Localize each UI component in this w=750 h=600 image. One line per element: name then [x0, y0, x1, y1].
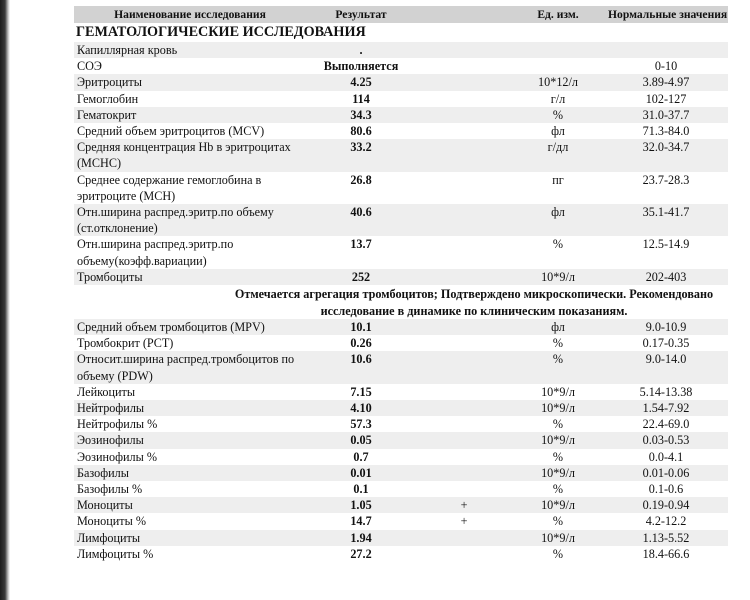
result-value: 34.3 — [306, 107, 416, 123]
reference-range: 35.1-41.7 — [604, 204, 728, 236]
unit-value: % — [552, 449, 564, 464]
result-flag — [416, 74, 512, 90]
result-value: . — [306, 42, 416, 58]
table-row — [74, 269, 728, 285]
result-flag — [416, 58, 512, 74]
reference-range: 23.7-28.3 — [642, 172, 690, 187]
reference-range: 0.03-0.53 — [604, 432, 728, 448]
result-flag — [416, 42, 512, 58]
result-flag — [416, 400, 512, 416]
result-value: 114 — [352, 91, 370, 106]
reference-range: 0-10 — [654, 59, 678, 74]
lab-results-sheet — [74, 6, 728, 562]
reference-range: 32.0-34.7 — [604, 139, 728, 171]
header-result: Результат — [306, 6, 416, 23]
table-row — [74, 465, 728, 481]
test-name: Моноциты — [74, 497, 306, 513]
table-row — [74, 319, 728, 335]
results-table — [74, 6, 728, 562]
result-flag — [416, 546, 512, 562]
result-flag — [416, 449, 512, 465]
section-title: ГЕМАТОЛОГИЧЕСКИЕ ИССЛЕДОВАНИЯ — [74, 23, 728, 42]
test-name: Отн.ширина распред.эритр.по объему (ст.отклонение) — [74, 204, 306, 236]
test-name: Нейтрофилы % — [77, 417, 158, 432]
result-value: 0.26 — [350, 336, 372, 351]
result-value: 14.7 — [350, 514, 372, 529]
reference-range: 9.0-14.0 — [604, 351, 728, 383]
table-row — [74, 123, 728, 139]
result-flag: + — [460, 514, 468, 529]
result-flag — [416, 139, 512, 171]
reference-range: 0.0-4.1 — [648, 449, 684, 464]
header-norm: Нормальные значения — [604, 6, 728, 23]
table-row — [74, 449, 728, 465]
unit-value: 10*12/л — [512, 74, 604, 90]
reference-range: 0.17-0.35 — [642, 336, 690, 351]
result-flag — [416, 465, 512, 481]
header-flag — [416, 6, 512, 23]
table-row — [74, 351, 728, 383]
table-row — [74, 139, 728, 171]
reference-range: 5.14-13.38 — [639, 384, 693, 399]
table-row — [74, 204, 728, 236]
table-row — [74, 42, 728, 58]
table-row — [74, 513, 728, 529]
test-name: Среднее содержание гемоглобина в эритроците (MCH) — [77, 172, 262, 203]
reference-range: 1.13-5.52 — [604, 530, 728, 546]
result-flag — [416, 319, 512, 335]
unit-value: % — [552, 514, 564, 529]
unit-value: % — [552, 237, 564, 252]
table-row — [74, 546, 728, 562]
result-value: Выполняется — [323, 59, 399, 74]
unit-value: 10*9/л — [512, 530, 604, 546]
unit-value: % — [512, 351, 604, 383]
result-flag — [416, 123, 512, 139]
test-name: Лимфоциты % — [77, 546, 154, 561]
result-flag — [416, 335, 512, 351]
unit-value: г/дл — [512, 139, 604, 171]
result-value: 26.8 — [350, 172, 372, 187]
test-name: СОЭ — [77, 59, 102, 74]
reference-range: 1.54-7.92 — [604, 400, 728, 416]
test-name: Моноциты % — [77, 514, 147, 529]
unit-value: фл — [551, 124, 565, 139]
test-name: Гемоглобин — [77, 91, 139, 106]
reference-range: 3.89-4.97 — [604, 74, 728, 90]
table-row — [74, 416, 728, 432]
table-row — [74, 400, 728, 416]
test-name: Средний объем эритроцитов (MCV) — [77, 124, 265, 139]
unit-value: % — [552, 546, 564, 561]
header-name: Наименование исследования — [74, 6, 306, 23]
test-name: Эозинофилы — [74, 432, 306, 448]
reference-range: 0.1-0.6 — [648, 482, 684, 497]
test-name: Средняя концентрация Hb в эритроцитах (MCHC) — [74, 139, 306, 171]
unit-value: 10*9/л — [541, 384, 575, 399]
unit-value: г/л — [550, 91, 566, 106]
result-value: 0.7 — [353, 449, 369, 464]
table-row — [74, 497, 728, 513]
table-row — [74, 91, 728, 107]
page-edge-shadow — [0, 0, 10, 600]
result-value: 10.6 — [306, 351, 416, 383]
test-name: Базофилы — [74, 465, 306, 481]
reference-range: 4.2-12.2 — [645, 514, 687, 529]
result-flag — [416, 204, 512, 236]
result-flag — [416, 384, 512, 400]
test-name: Гематокрит — [74, 107, 306, 123]
result-flag — [416, 236, 512, 268]
result-value: 0.05 — [306, 432, 416, 448]
reference-range: 102-127 — [645, 91, 687, 106]
unit-value: % — [552, 417, 564, 432]
unit-value: 10*9/л — [512, 465, 604, 481]
table-row — [74, 58, 728, 74]
section-row — [74, 23, 728, 42]
test-name: Капиллярная кровь — [74, 42, 306, 58]
result-flag — [416, 269, 512, 285]
result-value: 4.10 — [306, 400, 416, 416]
test-name: Нейтрофилы — [74, 400, 306, 416]
result-value: 40.6 — [306, 204, 416, 236]
result-flag — [416, 351, 512, 383]
result-flag — [416, 432, 512, 448]
unit-value: 10*9/л — [512, 400, 604, 416]
result-flag: + — [416, 497, 512, 513]
test-name: Базофилы % — [77, 482, 143, 497]
test-name: Эритроциты — [74, 74, 306, 90]
unit-value: 10*9/л — [512, 432, 604, 448]
table-row — [74, 107, 728, 123]
result-flag — [416, 530, 512, 546]
test-name: Средний объем тромбоцитов (MPV) — [74, 319, 306, 335]
unit-value — [512, 58, 604, 74]
table-row — [74, 74, 728, 90]
result-value: 1.94 — [306, 530, 416, 546]
reference-range: 31.0-37.7 — [604, 107, 728, 123]
result-value: 252 — [306, 269, 416, 285]
result-value: 80.6 — [350, 124, 372, 139]
reference-range: 18.4-66.6 — [642, 546, 690, 561]
result-value: 33.2 — [306, 139, 416, 171]
test-name: Лейкоциты — [77, 384, 136, 399]
test-name: Тромбоциты — [74, 269, 306, 285]
reference-range: 0.19-0.94 — [604, 497, 728, 513]
result-value: 7.15 — [350, 384, 372, 399]
result-value: 4.25 — [306, 74, 416, 90]
result-value: 1.05 — [306, 497, 416, 513]
result-value: 57.3 — [350, 417, 372, 432]
unit-value: 10*9/л — [512, 269, 604, 285]
test-name: Относит.ширина распред.тромбоцитов по объему (PDW) — [74, 351, 306, 383]
test-name: Эозинофилы % — [77, 449, 157, 464]
table-row — [74, 335, 728, 351]
reference-range: 71.3-84.0 — [642, 124, 690, 139]
unit-value — [512, 42, 604, 58]
test-name: Тромбокрит (PCT) — [77, 336, 174, 351]
table-row — [74, 432, 728, 448]
test-name: Лимфоциты — [74, 530, 306, 546]
unit-value: фл — [512, 204, 604, 236]
table-body — [74, 23, 728, 562]
reference-range: 202-403 — [604, 269, 728, 285]
platelet-note: Отмечается агрегация тромбоцитов; Подтверждено микроскопически. Рекомендовано исследование в динамике по клиническим показаниям. — [234, 287, 714, 318]
result-flag — [416, 107, 512, 123]
unit-value: фл — [512, 319, 604, 335]
test-name: Отн.ширина распред.эритр.по объему(коэфф.вариации) — [77, 237, 234, 268]
unit-value: пг — [552, 172, 564, 187]
table-row — [74, 236, 728, 268]
unit-value: % — [552, 482, 564, 497]
unit-value: % — [552, 336, 564, 351]
reference-range: 9.0-10.9 — [604, 319, 728, 335]
reference-range: 22.4-69.0 — [642, 417, 690, 432]
unit-value: % — [512, 107, 604, 123]
result-value: 0.01 — [306, 465, 416, 481]
unit-value: 10*9/л — [512, 497, 604, 513]
result-value: 13.7 — [350, 237, 372, 252]
reference-range: 12.5-14.9 — [642, 237, 690, 252]
result-flag — [416, 416, 512, 432]
result-value: 0.1 — [353, 482, 369, 497]
header-unit: Ед. изм. — [512, 6, 604, 23]
table-row — [74, 384, 728, 400]
result-flag — [416, 91, 512, 107]
result-value: 10.1 — [306, 319, 416, 335]
note-row — [74, 285, 728, 319]
result-flag — [416, 481, 512, 497]
table-header — [74, 6, 728, 23]
table-row — [74, 481, 728, 497]
table-row — [74, 172, 728, 204]
reference-range — [604, 42, 728, 58]
table-row — [74, 530, 728, 546]
result-value: 27.2 — [350, 546, 372, 561]
result-flag — [416, 172, 512, 204]
reference-range: 0.01-0.06 — [604, 465, 728, 481]
